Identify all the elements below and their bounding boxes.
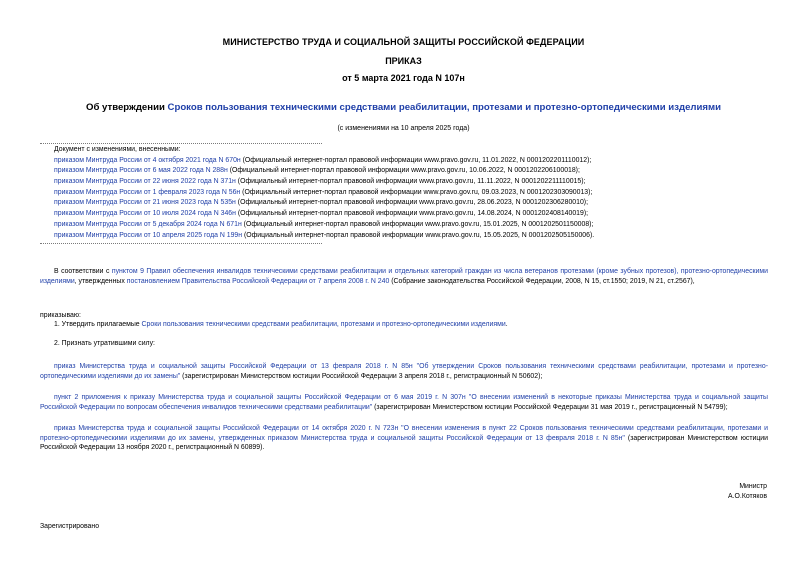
list-item: приказом Минтруда России от 22 июня 2022 года N 371н (Официальный интернет-портал правовой информации www.pravo.gov.ru, 11.11.2022, N 0001202211110015); bbox=[54, 178, 586, 186]
registered-label: Зарегистрировано bbox=[40, 523, 100, 530]
repeal-item-2: пункт 2 приложения к приказу Министерства труда и социальной защиты Российской Федерации от 6 мая 2019 г. N 307н "О внесении изменений в некоторые приказы Министерства труда и социальной защиты Российской Федерации по вопросам обеспечения инвалидов техническими средствами реабилитации" (зарегистрирован Министерством юстиции Российской Федерации 31 мая 2019 г., регистрационный N 54799); bbox=[40, 394, 768, 411]
divider-top bbox=[40, 143, 322, 144]
title-prefix: Об утверждении bbox=[86, 102, 168, 113]
changes-heading: Документ с изменениями, внесенными: bbox=[54, 146, 181, 153]
list-item: приказом Минтруда России от 10 апреля 2025 года N 199н (Официальный интернет-портал правовой информации www.pravo.gov.ru, 15.05.2025, N 0001202505150006). bbox=[54, 231, 595, 239]
change-link[interactable]: приказом Минтруда России от 21 июня 2023 года N 535н bbox=[54, 199, 236, 207]
preamble-paragraph: В соответствии с пунктом 9 Правил обеспечения инвалидов техническими средствами реабилитации и отдельных категорий граждан из числа ветеранов протезами (кроме зубных протезов), протезно-ортопедическими изделиями, утвержденных постановлением Правительства Российской Федерации от 7 апреля 2008 г. N 240 (Собрание законодательства Российской Федерации, 2008, N 15, ст.1550; 2019, N 21, ст.2567), bbox=[40, 268, 768, 285]
list-item: приказом Минтруда России от 10 июля 2024 года N 346н (Официальный интернет-портал правовой информации www.pravo.gov.ru, 14.08.2024, N 0001202408140019); bbox=[54, 210, 589, 218]
signatory-name: А.О.Котяков bbox=[728, 493, 767, 500]
title-link[interactable]: Сроков пользования техническими средствами реабилитации, протезами и протезно-ортопедическими изделиями bbox=[167, 102, 721, 113]
repeal-item-1: приказ Министерства труда и социальной защиты Российской Федерации от 13 февраля 2018 г. N 85н "Об утверждении Сроков пользования техническими средствами реабилитации, протезами и протезно-ортопедическими изделиями до их замены" (зарегистрирован Министерством юстиции Российской Федерации 3 апреля 2018 г., регистрационный N 50602); bbox=[40, 363, 768, 380]
ministry-heading: МИНИСТЕРСТВО ТРУДА И СОЦИАЛЬНОЙ ЗАЩИТЫ РОССИЙСКОЙ ФЕДЕРАЦИИ bbox=[222, 37, 585, 47]
revision-note: (с изменениями на 10 апреля 2025 года) bbox=[337, 125, 470, 132]
list-item: приказом Минтруда России от 4 октября 2021 года N 670н (Официальный интернет-портал правовой информации www.pravo.gov.ru, 11.01.2022, N 0001202201110012); bbox=[54, 156, 592, 164]
repeal-link-3[interactable]: приказ Министерства труда и социальной защиты Российской Федерации от 14 октября 2020 г. N 723н "О внесении изменения в пункт 22 Сроков пользования техническими средствами реабилитации, протезами и протезно-ортопедическими изделиями до их замены, утвержденных приказом Министерства труда и социальной защиты Российской Федерации от 13 февраля 2018 г. N 85н" bbox=[40, 425, 768, 442]
rules-link[interactable]: пунктом 9 Правил обеспечения инвалидов техническими средствами реабилитации и отдельных категорий граждан из числа ветеранов протезами (кроме зубных протезов), протезно-ортопедическими изделиями bbox=[40, 268, 768, 285]
resolution-link[interactable]: постановлением Правительства Российской Федерации от 7 апреля 2008 г. N 240 bbox=[126, 277, 390, 285]
change-link[interactable]: приказом Минтруда России от 1 февраля 2023 года N 56н bbox=[54, 188, 241, 196]
list-item: приказом Минтруда России от 6 мая 2022 года N 288н (Официальный интернет-портал правовой информации www.pravo.gov.ru, 10.06.2022, N 0001202206100018); bbox=[54, 167, 580, 175]
divider-bottom bbox=[40, 243, 322, 244]
signatory-position: Министр bbox=[739, 483, 767, 490]
doc-type-heading: ПРИКАЗ bbox=[385, 56, 422, 66]
list-item: приказом Минтруда России от 21 июня 2023 года N 535н (Официальный интернет-портал правовой информации www.pravo.gov.ru, 28.06.2023, N 0001202306280010); bbox=[54, 199, 588, 207]
change-link[interactable]: приказом Минтруда России от 4 октября 2021 года N 670н bbox=[54, 156, 241, 164]
terms-link[interactable]: Сроки пользования техническими средствами реабилитации, протезами и протезно-ортопедическими изделиями bbox=[141, 321, 506, 328]
document-title bbox=[0, 102, 807, 113]
change-link[interactable]: приказом Минтруда России от 6 мая 2022 года N 288н bbox=[54, 167, 228, 175]
list-item: приказом Минтруда России от 1 февраля 2023 года N 56н (Официальный интернет-портал правовой информации www.pravo.gov.ru, 09.03.2023, N 0001202303090013); bbox=[54, 188, 593, 196]
change-link[interactable]: приказом Минтруда России от 22 июня 2022 года N 371н bbox=[54, 178, 236, 186]
change-link[interactable]: приказом Минтруда России от 5 декабря 2024 года N 671н bbox=[54, 220, 242, 228]
change-link[interactable]: приказом Минтруда России от 10 июля 2024 года N 346н bbox=[54, 210, 236, 218]
repeal-link-1[interactable]: приказ Министерства труда и социальной защиты Российской Федерации от 13 февраля 2018 г. N 85н "Об утверждении Сроков пользования техническими средствами реабилитации, протезами и протезно-ортопедическими изделиями до их замены" bbox=[40, 363, 768, 380]
repeal-item-3: приказ Министерства труда и социальной защиты Российской Федерации от 14 октября 2020 г. N 723н "О внесении изменения в пункт 22 Сроков пользования техническими средствами реабилитации, протезами и протезно-ортопедическими изделиями до их замены, утвержденных приказом Министерства труда и социальной защиты Российской Федерации от 13 февраля 2018 г. N 85н" (зарегистрирован Министерством юстиции Российской Федерации 13 ноября 2020 г., регистрационный N 60899). bbox=[40, 425, 768, 452]
item-1: 1. Утвердить прилагаемые Сроки пользования техническими средствами реабилитации, протезами и протезно-ортопедическими изделиями. bbox=[54, 321, 508, 328]
repeal-link-2[interactable]: пункт 2 приложения к приказу Министерства труда и социальной защиты Российской Федерации от 6 мая 2019 г. N 307н "О внесении изменений в некоторые приказы Министерства труда и социальной защиты Российской Федерации по вопросам обеспечения инвалидов техническими средствами реабилитации" bbox=[40, 394, 768, 411]
order-word: приказываю: bbox=[40, 312, 81, 319]
change-link[interactable]: приказом Минтруда России от 10 апреля 2025 года N 199н bbox=[54, 231, 243, 239]
date-number-heading: от 5 марта 2021 года N 107н bbox=[342, 73, 465, 83]
changes-list bbox=[54, 145, 594, 241]
item-2: 2. Признать утратившими силу: bbox=[54, 340, 155, 347]
list-item: приказом Минтруда России от 5 декабря 2024 года N 671н (Официальный интернет-портал правовой информации www.pravo.gov.ru, 15.01.2025, N 0001202501150008); bbox=[54, 220, 594, 228]
